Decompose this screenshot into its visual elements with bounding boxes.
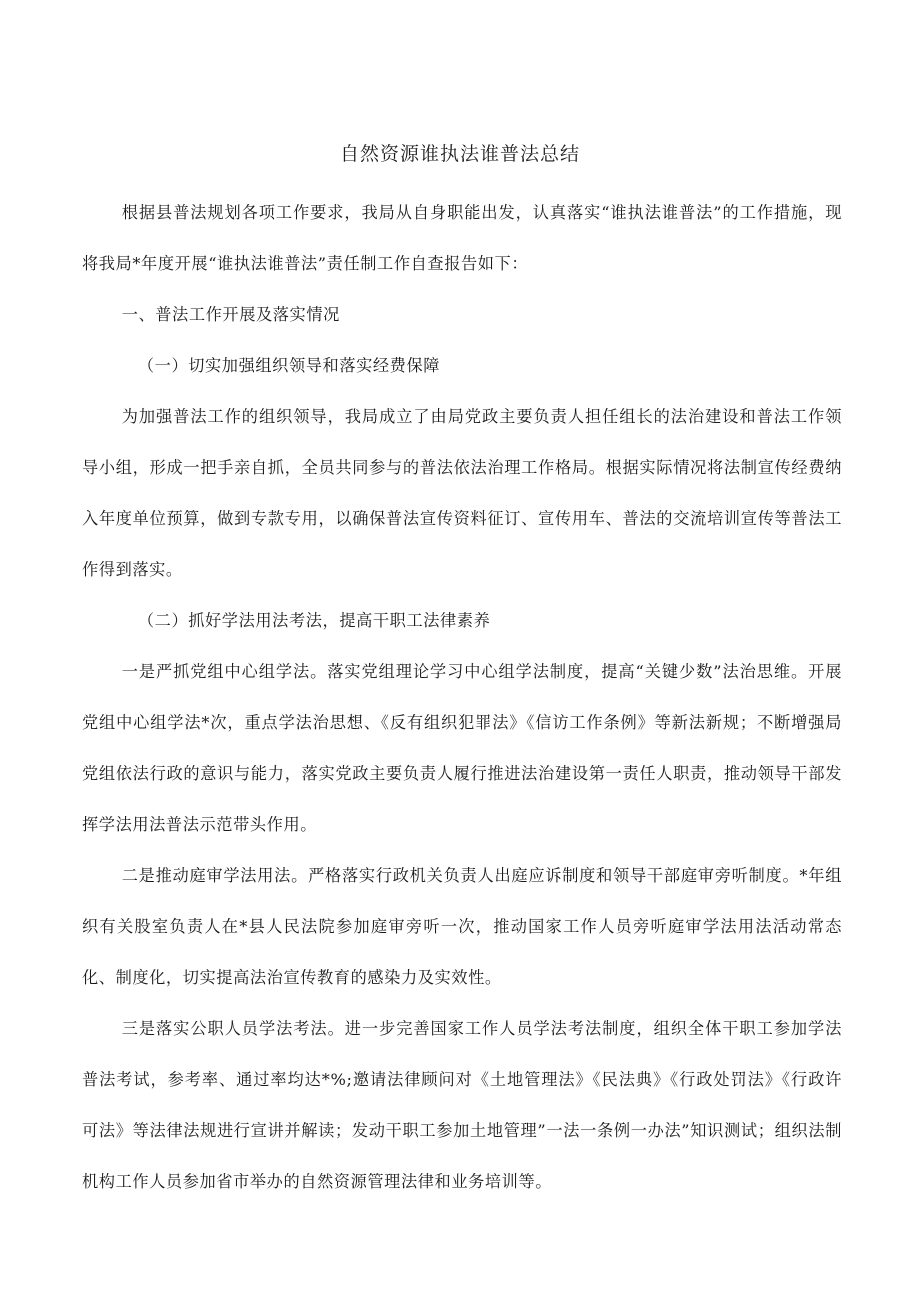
section1-heading: 一、普法工作开展及落实情况	[121, 305, 340, 324]
item3-block	[82, 1003, 842, 1207]
section1-heading-block	[82, 289, 842, 340]
subsection1-heading: （一）切实加强组织领导和落实经费保障	[137, 356, 441, 375]
subsection1-body-block	[82, 391, 842, 595]
item1-block	[82, 646, 842, 850]
item1-paragraph: 一是严抓党组中心组学法。落实党组理论学习中心组学法制度，提高“关键少数”法治思维。开展党组中心组学法*次，重点学法治思想、《反有组织犯罪法》《信访工作条例》等新法新规；不断增强局党组依法行政的意识与能力，落实党政主要负责人履行推进法治建设第一责任人职责，推动领导干部发挥学法用法普法示范带头作用。	[82, 662, 842, 834]
intro-paragraph-block	[82, 187, 842, 289]
subsection1-body: 为加强普法工作的组织领导，我局成立了由局党政主要负责人担任组长的法治建设和普法工作领导小组，形成一把手亲自抓，全员共同参与的普法依法治理工作格局。根据实际情况将法制宣传经费纳入年度单位预算，做到专款专用，以确保普法宣传资料征订、宣传用车、普法的交流培训宣传等普法工作得到落实。	[82, 407, 842, 579]
item3-paragraph: 三是落实公职人员学法考法。进一步完善国家工作人员学法考法制度，组织全体干职工参加学法普法考试，参考率、通过率均达*%;邀请法律顾问对《土地管理法》《民法典》《行政处罚法》《行政许可法》等法律法规进行宣讲并解读；发动干职工参加土地管理”一法一条例一办法”知识测试；组织法制机构工作人员参加省市举办的自然资源管理法律和业务培训等。	[82, 1019, 842, 1191]
intro-paragraph: 根据县普法规划各项工作要求，我局从自身职能出发，认真落实“谁执法谁普法”的工作措施，现将我局*年度开展“谁执法谁普法”责任制工作自查报告如下：	[82, 203, 842, 273]
item2-paragraph: 二是推动庭审学法用法。严格落实行政机关负责人出庭应诉制度和领导干部庭审旁听制度。*年组织有关股室负责人在*县人民法院参加庭审旁听一次，推动国家工作人员旁听庭审学法用法活动常态化、制度化，切实提高法治宣传教育的感染力及实效性。	[82, 866, 842, 987]
subsection2-heading-block	[82, 595, 842, 646]
item2-block	[82, 850, 842, 1003]
subsection2-heading: （二）抓好学法用法考法，提高干职工法律素养	[137, 611, 491, 630]
subsection1-heading-block	[82, 340, 842, 391]
document-title: 自然资源谁执法谁普法总结	[339, 143, 580, 165]
